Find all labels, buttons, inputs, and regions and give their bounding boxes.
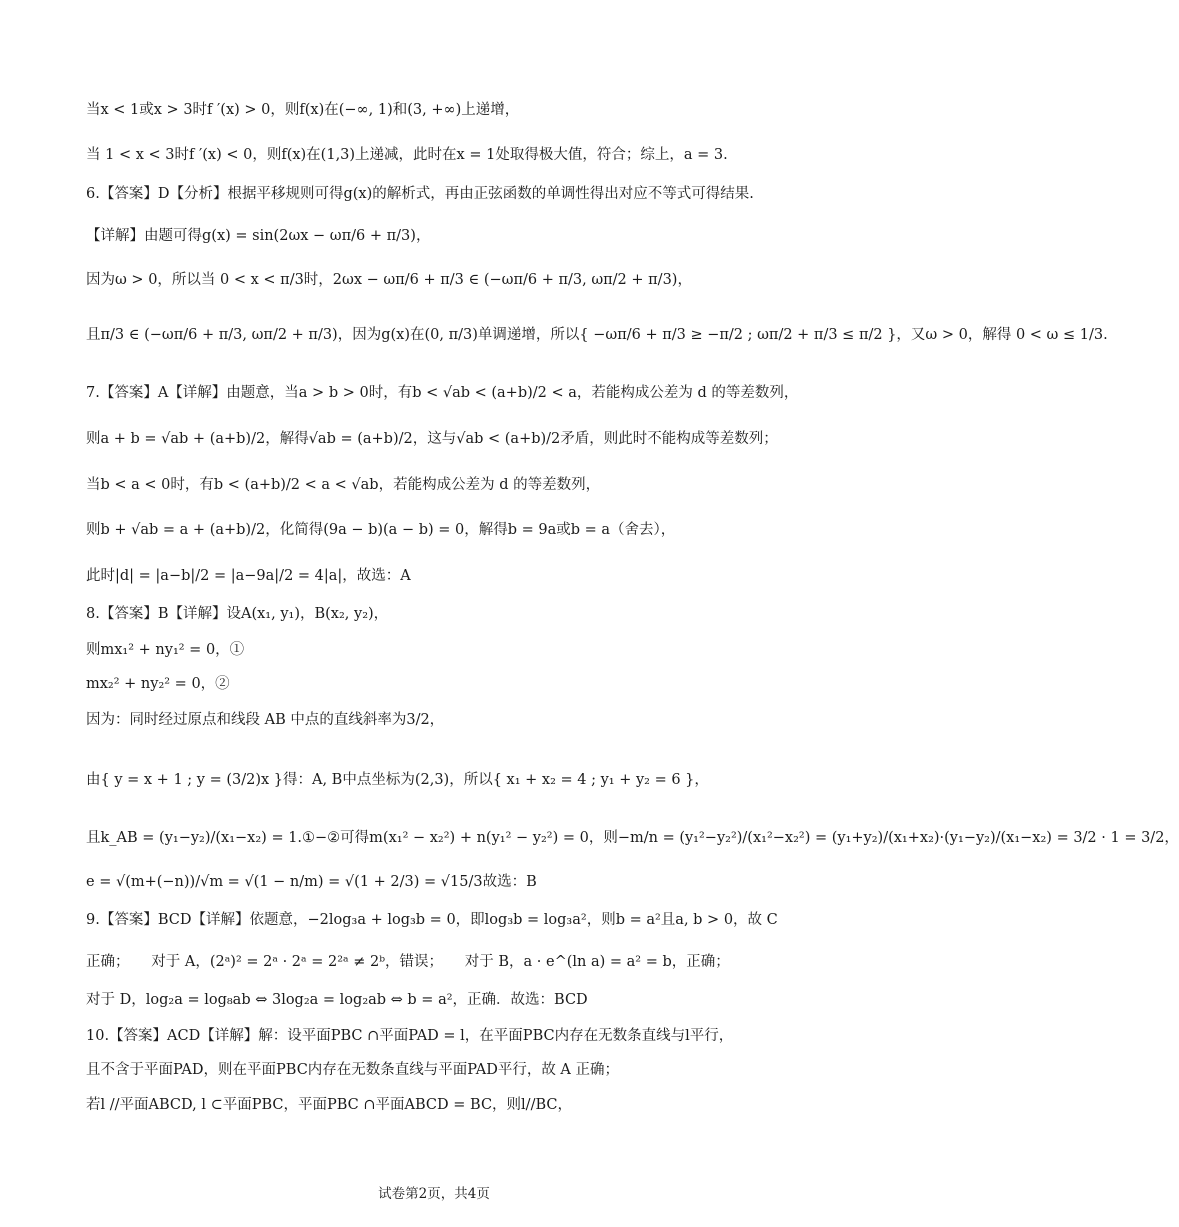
page-footer: 试卷第2页，共4页 — [378, 1186, 490, 1202]
text-line: 6.【答案】D【分析】根据平移规则可得g(x)的解析式，再由正弦函数的单调性得出对应不等式可得结果. — [86, 186, 754, 202]
text-line: 正确； 对于 A，(2ᵃ)² = 2ᵃ · 2ᵃ = 2²ᵃ ≠ 2ᵇ，错误； 对于 B，a · e^(ln a) = a² = b，正确； — [86, 954, 730, 970]
text-line: 由{ y = x + 1 ; y = (3/2)x }得：A, B中点坐标为(2,3)，所以{ x₁ + x₂ = 4 ; y₁ + y₂ = 6 }， — [86, 772, 709, 788]
text-line: 则b + √ab = a + (a+b)/2，化简得(9a − b)(a − b) = 0，解得b = 9a或b = a（舍去）， — [86, 522, 676, 538]
text-line: 因为：同时经过原点和线段 AB 中点的直线斜率为3/2， — [86, 712, 445, 728]
text-line: 且k_AB = (y₁−y₂)/(x₁−x₂) = 1.①−②可得m(x₁² − x₂²) + n(y₁² − y₂²) = 0，则−m/n = (y₁²−y₂²)/(x₁²−x₂²) = (y₁+y₂)/(x₁+x₂)·(y₁−y₂)/(x₁−x₂) = 3/2 · 1 = 3/2， — [86, 830, 1179, 846]
text-line: 9.【答案】BCD【详解】依题意，−2log₃a + log₃b = 0，即log₃b = log₃a²，则b = a²且a, b > 0，故 C — [86, 912, 778, 928]
text-line: 7.【答案】A【详解】由题意，当a > b > 0时，有b < √ab < (a+b)/2 < a，若能构成公差为 d 的等差数列， — [86, 385, 799, 401]
text-line: 10.【答案】ACD【详解】解：设平面PBC ∩平面PAD = l，在平面PBC内存在无数条直线与l平行， — [86, 1028, 734, 1044]
text-line: 因为ω > 0，所以当 0 < x < π/3时，2ωx − ωπ/6 + π/3 ∈ (−ωπ/6 + π/3, ωπ/2 + π/3)， — [86, 272, 692, 288]
text-line: mx₂² + ny₂² = 0，② — [86, 676, 230, 692]
text-line: 则a + b = √ab + (a+b)/2，解得√ab = (a+b)/2，这与√ab < (a+b)/2矛盾，则此时不能构成等差数列； — [86, 431, 778, 447]
text-line: 此时|d| = |a−b|/2 = |a−9a|/2 = 4|a|，故选：A — [86, 568, 411, 584]
text-line: 【详解】由题可得g(x) = sin(2ωx − ωπ/6 + π/3)， — [86, 228, 431, 244]
text-line: 对于 D，log₂a = log₈ab ⇔ 3log₂a = log₂ab ⇔ b = a²，正确．故选：BCD — [86, 992, 588, 1008]
text-line: 且π/3 ∈ (−ωπ/6 + π/3, ωπ/2 + π/3)，因为g(x)在(0, π/3)单调递增，所以{ −ωπ/6 + π/3 ≥ −π/2 ; ωπ/2 + π/3 ≤ π/2 }，又ω > 0，解得 0 < ω ≤ 1/3. — [86, 327, 1108, 343]
text-line: 若l //平面ABCD, l ⊂平面PBC，平面PBC ∩平面ABCD = BC，则l//BC， — [86, 1097, 572, 1113]
text-line: 当x < 1或x > 3时f ′(x) > 0，则f(x)在(−∞, 1)和(3, +∞)上递增， — [86, 102, 520, 118]
text-line: 当b < a < 0时，有b < (a+b)/2 < a < √ab，若能构成公差为 d 的等差数列， — [86, 477, 601, 493]
text-line: e = √(m+(−n))/√m = √(1 − n/m) = √(1 + 2/3) = √15/3故选：B — [86, 874, 537, 890]
text-line: 当 1 < x < 3时f ′(x) < 0，则f(x)在(1,3)上递减，此时在x = 1处取得极大值，符合；综上，a = 3. — [86, 147, 728, 163]
text-line: 8.【答案】B【详解】设A(x₁, y₁)，B(x₂, y₂)， — [86, 606, 389, 622]
text-line: 则mx₁² + ny₁² = 0，① — [86, 642, 245, 658]
text-line: 且不含于平面PAD，则在平面PBC内存在无数条直线与平面PAD平行，故 A 正确； — [86, 1062, 620, 1078]
